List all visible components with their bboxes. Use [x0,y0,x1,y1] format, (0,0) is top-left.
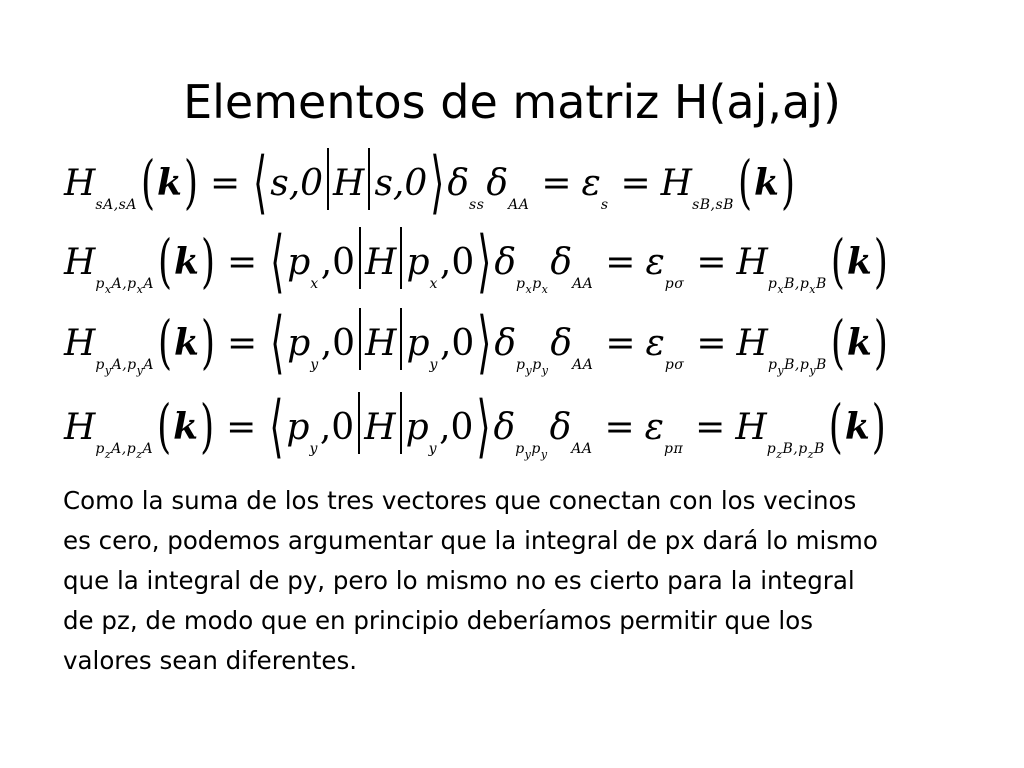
ket-state: px,0 [406,242,475,292]
slide-title: Elementos de matriz H(aj,aj) [183,75,841,129]
h-left-subscript: pzA,pzA [95,441,154,461]
h-right-subscript: pzB,pzB [766,441,825,461]
bra-state: px,0 [287,242,356,292]
bra-state: s,0 [270,163,324,204]
ket-state: py,0 [406,323,475,373]
explanation-paragraph [63,481,983,681]
h-left-subscript: pxA,pxA [95,276,154,296]
ket-state: s,0 [374,163,428,204]
equation-py: HpyA,pyA (k) = ⟨py,0 H py,0⟩δpypyδAA= εpσ= HpyB,pyB (k) [64,304,888,383]
equation-s: HsA,sA (k) = ⟨s,0 H s,0⟩δssδAA= εs= HsB,sB (k) [64,144,796,223]
bra-state: py,0 [286,407,355,457]
explanation-line: que la integral de py, pero lo mismo no es cierto para la integral [63,566,855,595]
h-right-subscript: sB,sB [692,197,734,213]
explanation-line: de pz, de modo que en principio deberíamos permitir que los [63,606,813,635]
explanation-line: valores sean diferentes. [63,646,358,675]
equation-px: HpxA,pxA (k) = ⟨px,0 H px,0⟩δpxpxδAA= εpσ= HpxB,pxB (k) [64,223,888,302]
h-left-subscript: sA,sA [95,197,137,213]
h-left-subscript: pyA,pyA [95,357,154,377]
bra-state: py,0 [287,323,356,373]
explanation-line: es cero, podemos argumentar que la integral de px dará lo mismo [63,526,878,555]
h-right-subscript: pyB,pyB [767,357,827,377]
ket-state: py,0 [405,407,474,457]
explanation-line: Como la suma de los tres vectores que conectan con los vecinos [63,486,857,515]
h-right-subscript: pxB,pxB [767,276,827,296]
equation-pz: HpzA,pzA (k) = ⟨py,0 H py,0⟩δpypyδAA= εpπ= HpzB,pzB (k) [64,388,886,467]
